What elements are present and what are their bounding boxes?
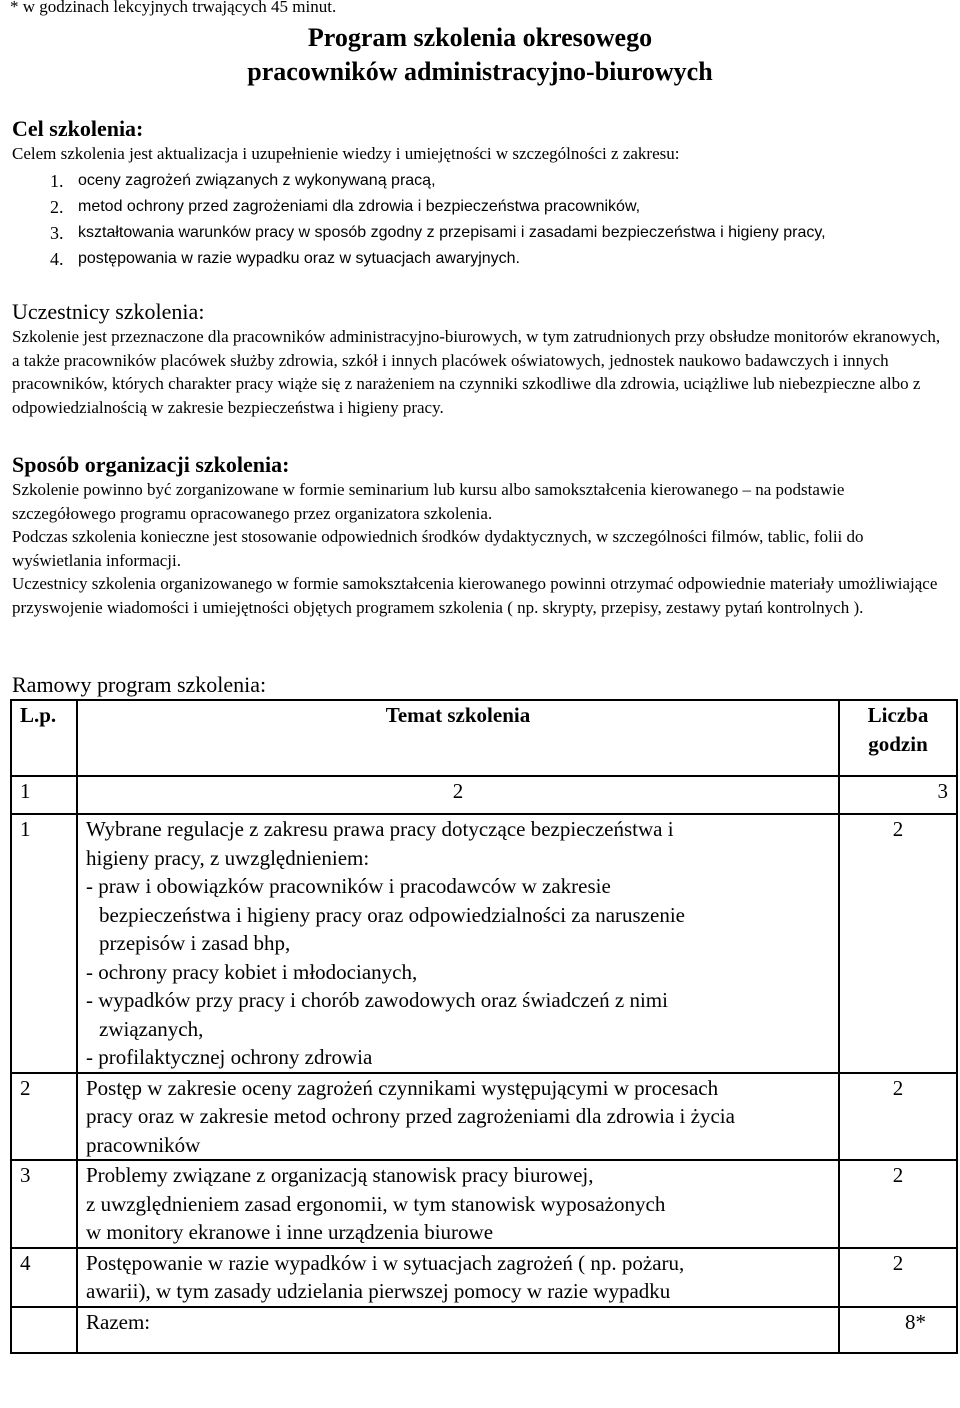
goal-item-text: oceny zagrożeń związanych z wykonywaną pracą, [78, 172, 436, 189]
goal-item [50, 222, 920, 244]
row-hours: 2 [839, 1160, 957, 1248]
index-lp: 1 [11, 776, 77, 814]
row-lp: 4 [11, 1248, 77, 1307]
row-lp: 2 [11, 1073, 77, 1161]
topic-line: Wybrane regulacje z zakresu prawa pracy dotyczące bezpieczeństwa i [86, 817, 674, 841]
row-hours: 2 [839, 814, 957, 1073]
total-label: Razem: [77, 1307, 839, 1353]
row-hours: 2 [839, 1248, 957, 1307]
goal-item-text: kształtowania warunków pracy w sposób zgodny z przepisami i zasadami bezpieczeństwa i higieny pracy, [78, 224, 826, 241]
total-row [11, 1307, 957, 1353]
row-lp: 1 [11, 814, 77, 1073]
program-table [10, 699, 958, 1354]
index-topic: 2 [77, 776, 839, 814]
header-hours: Liczba godzin [839, 700, 957, 776]
row-topic [77, 1160, 839, 1248]
organization-heading: Sposób organizacji szkolenia: [12, 452, 290, 477]
goal-item [50, 170, 920, 192]
topic-line: pracowników [86, 1132, 201, 1157]
goal-item-number: 1. [50, 171, 64, 191]
goal-item [50, 196, 920, 218]
participants-text: Szkolenie jest przeznaczone dla pracowników administracyjno-biurowych, w tym zatrudnionych przy obsłudze monitorów ekranowych, a także pracowników placówek służby zdrowia, szkół i innych placówek oświatowych, jednostek naukowo badawczych i innych pracowników, których charakter pracy wiąże się z narażeniem na czynniki szkodliwe dla zdrowia, uciążliwe lub niebezpieczne albo z odpowiedzialnością w zakresie bezpieczeństwa i higieny pracy. [12, 327, 941, 417]
goal-intro: Celem szkolenia jest aktualizacja i uzupełnienie wiedzy i umiejętności w szczególności z zakresu: [12, 144, 680, 163]
topic-line: Problemy związane z organizacją stanowisk pracy biurowej, [86, 1163, 594, 1187]
table-row [11, 1073, 957, 1161]
total-lp-empty [11, 1307, 77, 1353]
goal-list [50, 170, 920, 274]
organization-paragraph: Podczas szkolenia konieczne jest stosowanie odpowiednich środków dydaktycznych, w szczególności filmów, tablic, folii do wyświetlania informacji. [12, 527, 864, 570]
topic-line: - praw i obowiązków pracowników i pracodawców w zakresie [86, 874, 611, 898]
topic-line: związanych, [99, 1016, 204, 1041]
document-title-line-2: pracowników administracyjno-biurowych [247, 57, 713, 86]
participants-section [12, 299, 942, 419]
total-hours: 8* [839, 1307, 957, 1353]
topic-line: bezpieczeństwa i higieny pracy oraz odpowiedzialności za naruszenie [99, 902, 685, 927]
topic-line: w monitory ekranowe i inne urządzenia biurowe [86, 1220, 494, 1244]
topic-line: Postępowanie w razie wypadków i w sytuacjach zagrożeń ( np. pożaru, [86, 1250, 685, 1275]
topic-line: przepisów i zasad bhp, [99, 931, 291, 955]
goal-item-text: postępowania w razie wypadku oraz w sytuacjach awaryjnych. [78, 250, 520, 267]
table-row [11, 814, 957, 1073]
table-header-row [11, 700, 957, 776]
goal-item-number: 3. [50, 223, 64, 243]
goal-item-number: 4. [50, 249, 64, 269]
topic-line: z uwzględnieniem zasad ergonomii, w tym stanowisk wyposażonych [86, 1191, 666, 1216]
goal-item-text: metod ochrony przed zagrożeniami dla zdrowia i bezpieczeństwa pracowników, [78, 198, 641, 215]
table-row [11, 1248, 957, 1307]
table-row [11, 1160, 957, 1248]
index-hours: 3 [839, 776, 957, 814]
goal-section [12, 116, 942, 166]
document-title-line-1: Program szkolenia okresowego [307, 23, 653, 52]
header-topic: Temat szkolenia [77, 700, 839, 776]
participants-heading: Uczestnicy szkolenia: [12, 299, 205, 324]
topic-line: higieny pracy, z uwzględnieniem: [86, 845, 370, 870]
organization-paragraph: Szkolenie powinno być zorganizowane w formie seminarium lub kursu albo samokształcenia kierowanego – na podstawie szczegółowego programu opracowanego przez organizatora szkolenia. [12, 480, 845, 523]
goal-item-number: 2. [50, 197, 64, 217]
row-hours: 2 [839, 1073, 957, 1161]
topic-line: awarii), w tym zasady udzielania pierwszej pomocy w razie wypadku [86, 1279, 671, 1303]
organization-paragraph: Uczestnicy szkolenia organizowanego w formie samokształcenia kierowanego powinni otrzymać odpowiednie materiały umożliwiające przyswojenie wiadomości i umiejętności objętych programem szkolenia ( np. skrypty, przepisy, zestawy pytań kontrolnych ). [12, 574, 938, 617]
program-heading: Ramowy program szkolenia: [12, 672, 267, 697]
topic-line: Postęp w zakresie oceny zagrożeń czynnikami występującymi w procesach [86, 1075, 719, 1100]
topic-line: - ochrony pracy kobiet i młodocianych, [86, 959, 418, 984]
row-topic [77, 1073, 839, 1161]
row-topic [77, 814, 839, 1073]
header-lp: L.p. [11, 700, 77, 776]
topic-line: - wypadków przy pracy i chorób zawodowych oraz świadczeń z nimi [86, 988, 668, 1012]
goal-heading: Cel szkolenia: [12, 116, 144, 141]
column-index-row [11, 776, 957, 814]
topic-line: - profilaktycznej ochrony zdrowia [86, 1045, 373, 1069]
topic-line: pracy oraz w zakresie metod ochrony przed zagrożeniami dla zdrowia i życia [86, 1104, 735, 1128]
hours-footnote: * w godzinach lekcyjnych trwających 45 minut. [10, 0, 337, 16]
row-lp: 3 [11, 1160, 77, 1248]
row-topic [77, 1248, 839, 1307]
goal-item [50, 248, 920, 270]
organization-section [12, 452, 942, 619]
